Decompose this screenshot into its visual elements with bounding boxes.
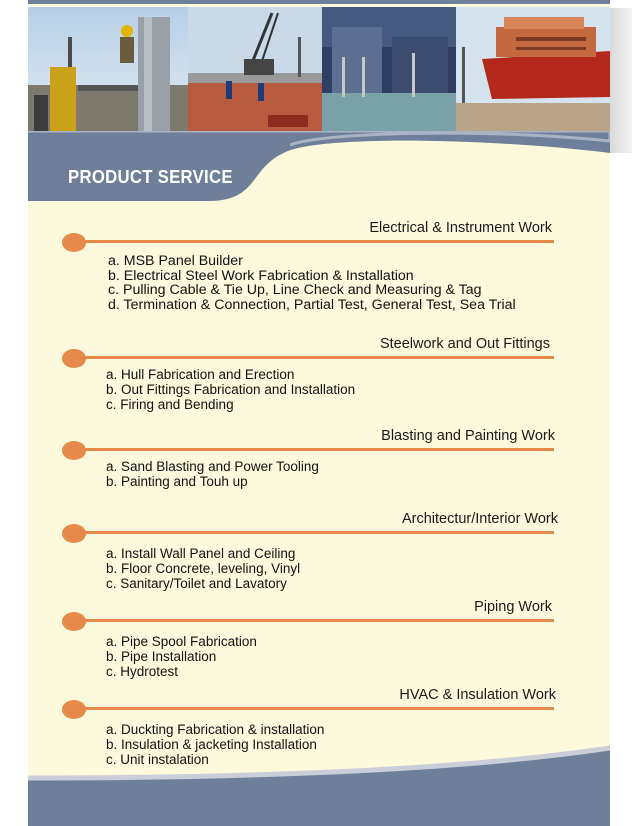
service-title: Piping Work (474, 599, 552, 615)
crane-yard-photo (188, 7, 322, 131)
service-item: a. Hull Fabrication and Erection (106, 367, 295, 382)
rig-deck-photo (322, 7, 456, 131)
bullet-dot-icon (62, 524, 86, 543)
service-items (106, 368, 355, 412)
service-title: Steelwork and Out Fittings (379, 336, 550, 352)
service-item: c. Hydrotest (106, 663, 179, 679)
brochure-page (28, 0, 610, 826)
service-rule (78, 356, 554, 359)
service-item: a. Install Wall Panel and Ceiling (106, 546, 296, 561)
service-header (28, 336, 610, 368)
service-header (28, 599, 610, 631)
service-block-architecture (28, 511, 610, 591)
service-rule (78, 448, 554, 451)
service-rule (78, 531, 554, 534)
service-block-blasting (28, 428, 610, 489)
ship-hull-photo (456, 7, 610, 131)
service-rule (78, 619, 554, 622)
service-block-steelwork (28, 336, 610, 412)
page-shadow (610, 8, 632, 153)
bullet-dot-icon (62, 349, 86, 368)
service-item: d. Termination & Connection, Partial Test, General Test, Sea Trial (108, 297, 516, 314)
service-item: a. Pipe Spool Fabrication (106, 634, 257, 649)
service-title: Blasting and Painting Work (381, 428, 555, 444)
service-items (108, 254, 516, 313)
bullet-dot-icon (62, 441, 86, 460)
service-header (28, 220, 610, 252)
worker-on-column-photo (28, 7, 188, 131)
service-item: b. Pipe Installation (106, 648, 217, 664)
service-item: b. Insulation & jacketing Installation (106, 736, 317, 752)
bullet-dot-icon (62, 612, 86, 631)
service-rule (78, 707, 554, 710)
service-item: b. Out Fittings Fabrication and Installation (106, 381, 356, 397)
service-item: b. Electrical Steel Work Fabrication & Installation (108, 267, 414, 284)
service-items (106, 460, 319, 490)
service-rule (78, 240, 554, 243)
service-item: a. Sand Blasting and Power Tooling (106, 459, 319, 474)
service-header (28, 687, 610, 719)
section-title: PRODUCT SERVICE (68, 167, 233, 187)
service-item: c. Unit instalation (106, 751, 209, 767)
service-item: a. Duckting Fabrication & installation (106, 722, 325, 737)
service-block-electrical (28, 220, 610, 314)
service-items (106, 547, 300, 591)
service-item: a. MSB Panel Builder (108, 253, 243, 269)
service-items (106, 635, 257, 679)
service-header (28, 428, 610, 460)
service-block-piping (28, 599, 610, 679)
service-item: c. Pulling Cable & Tie Up, Line Check and Measuring & Tag (108, 282, 482, 299)
bullet-dot-icon (62, 233, 86, 252)
service-header (28, 511, 610, 543)
service-title: HVAC & Insulation Work (399, 687, 556, 703)
photo-strip (28, 7, 610, 131)
service-item: b. Painting and Touh up (106, 473, 248, 489)
bullet-dot-icon (62, 700, 86, 719)
service-item: b. Floor Concrete, leveling, Vinyl (106, 560, 301, 576)
service-title: Electrical & Instrument Work (369, 220, 552, 236)
service-item: c. Firing and Bending (106, 396, 234, 412)
service-title: Architectur/Interior Work (401, 511, 558, 527)
service-block-hvac (28, 687, 610, 767)
top-rule (28, 0, 610, 4)
service-items (106, 723, 324, 767)
service-item: c. Sanitary/Toilet and Lavatory (106, 575, 287, 591)
